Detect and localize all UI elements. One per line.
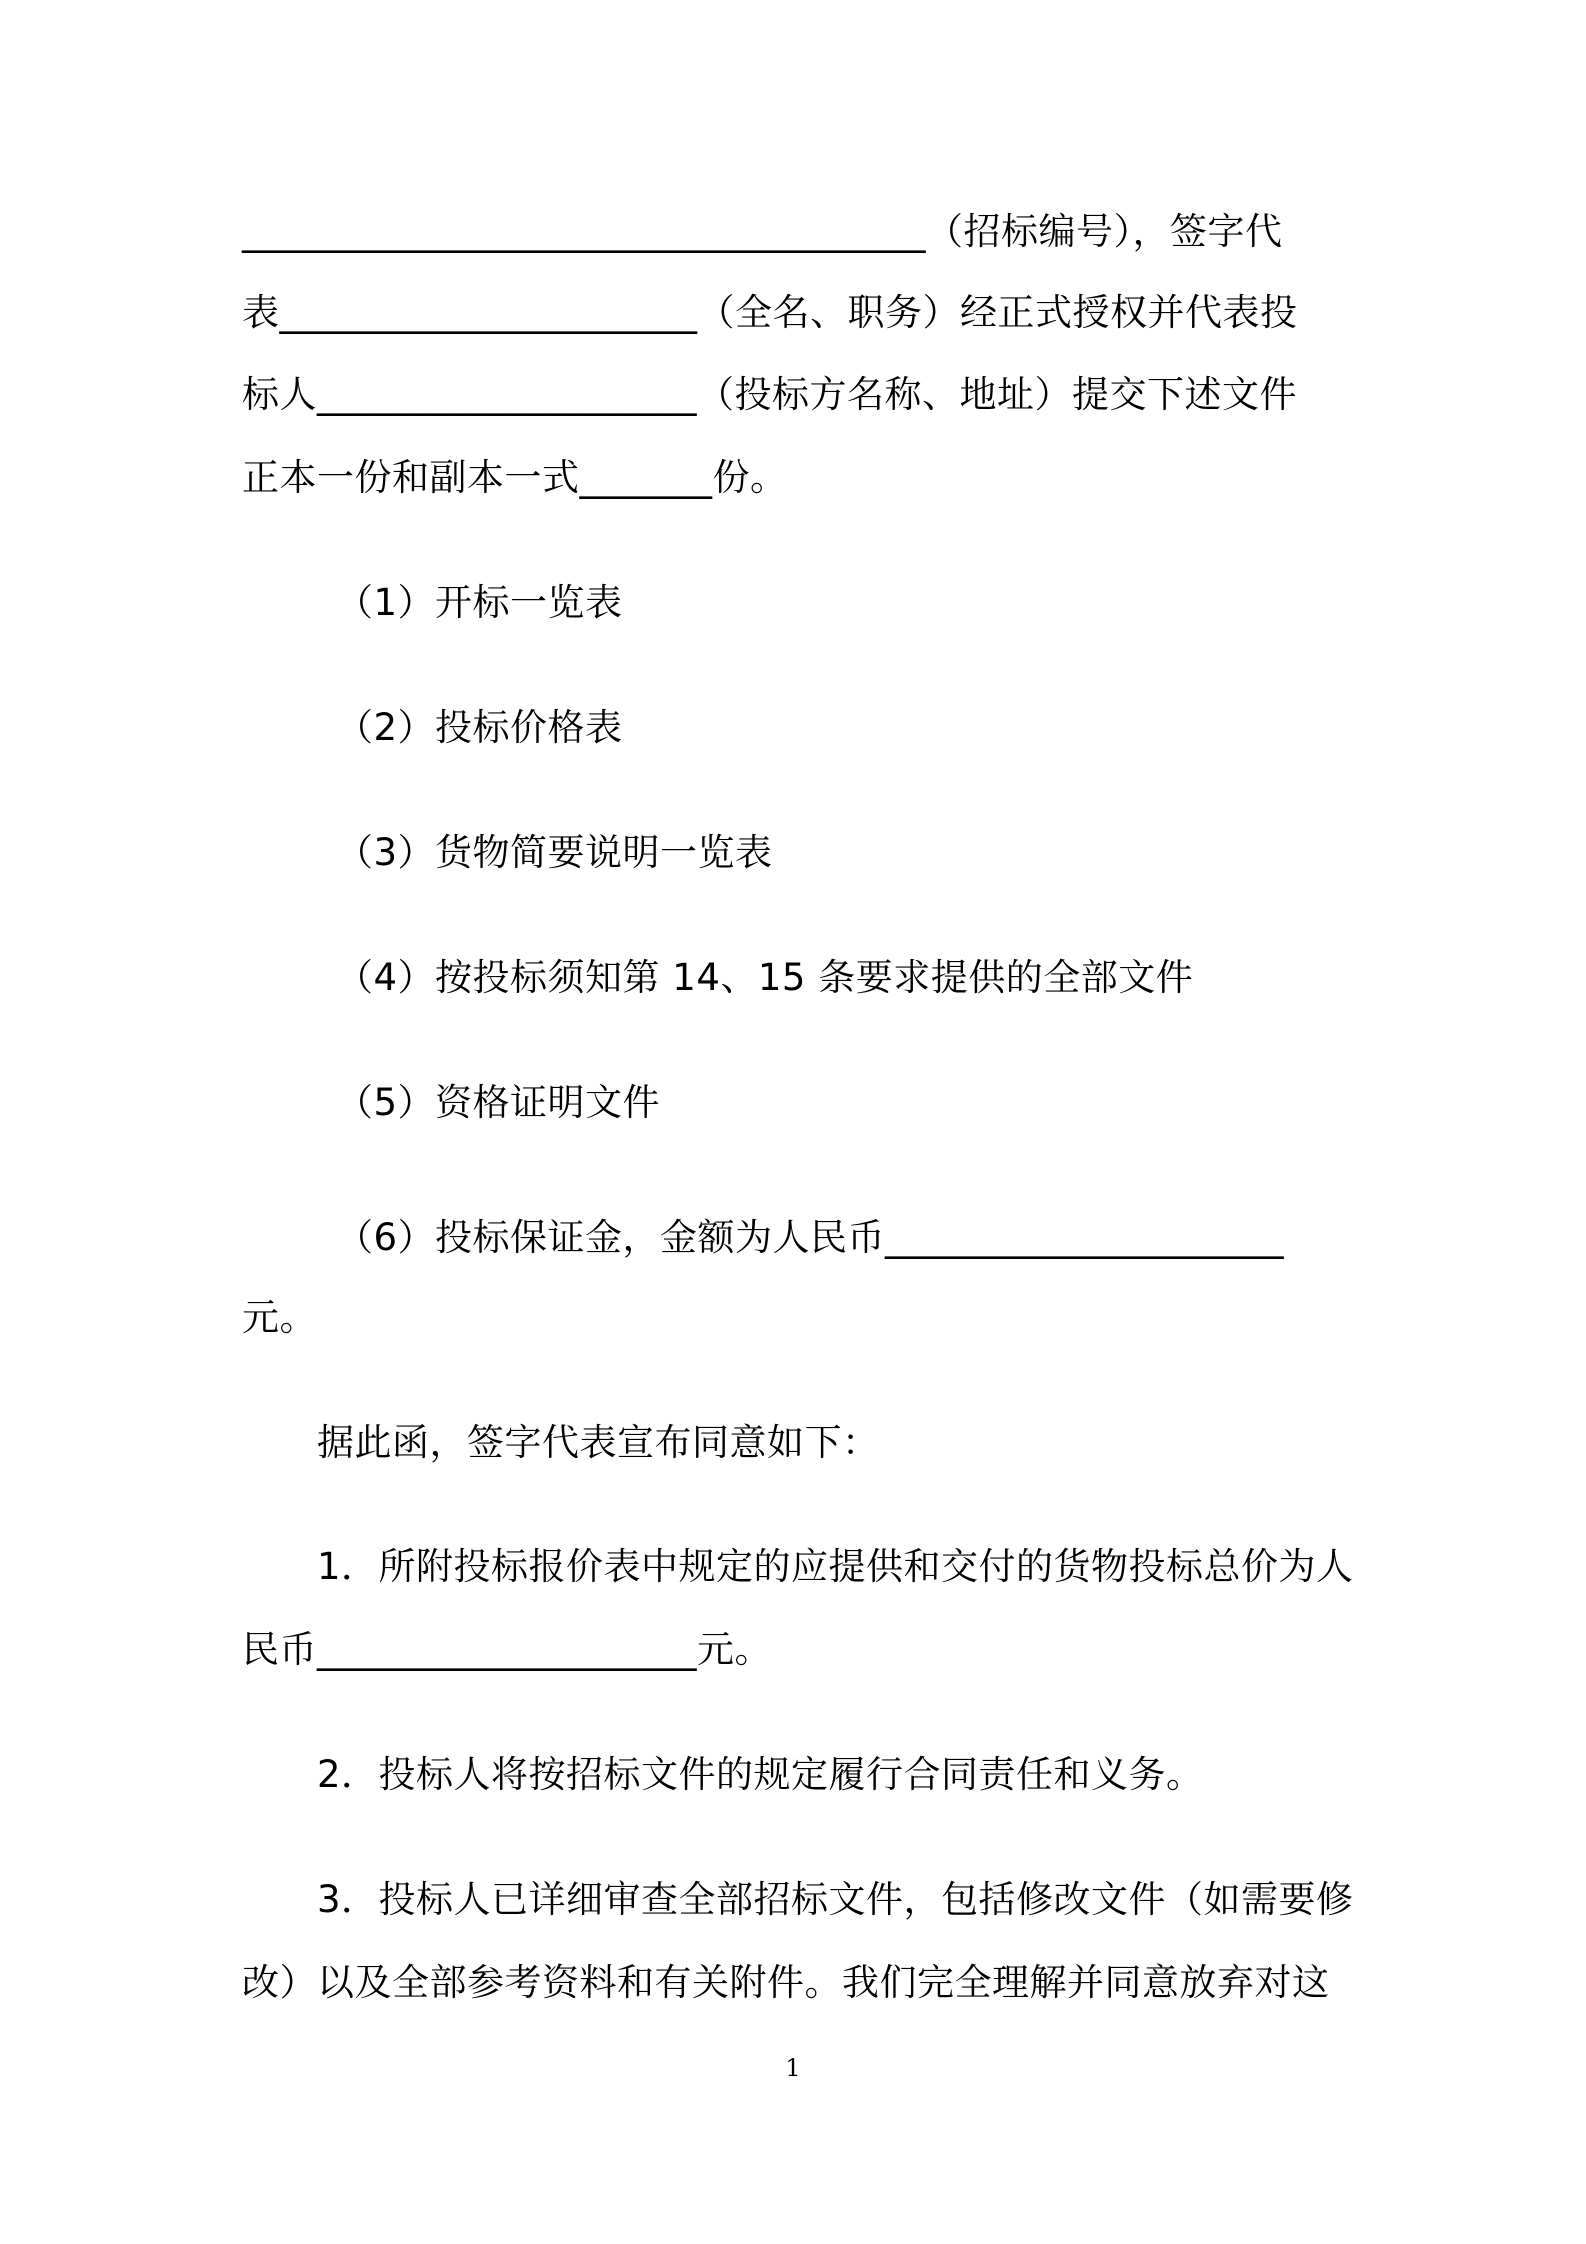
body-text-line: 标人____________________（投标方名称、地址）提交下述文件 <box>242 373 1297 416</box>
clause-3: 3．投标人已详细审查全部招标文件，包括修改文件（如需要修 <box>317 1878 1354 1921</box>
clause-2: 2．投标人将按招标文件的规定履行合同责任和义务。 <box>317 1753 1204 1796</box>
enclosure-item-6: （6）投标保证金，金额为人民币_____________________ <box>336 1216 1285 1259</box>
enclosure-item-1: （1）开标一览表 <box>336 581 623 624</box>
body-text-line: 表______________________（全名、职务）经正式授权并代表投 <box>242 291 1298 334</box>
body-text-line: 正本一份和副本一式_______份。 <box>242 456 788 499</box>
page-number: 1 <box>785 2054 801 2082</box>
body-text-line: 改）以及全部参考资料和有关附件。我们完全理解并同意放弃对这 <box>242 1961 1330 2004</box>
body-text-line: ____________________________________（招标编号），签字代 <box>242 210 1283 253</box>
declaration-intro: 据此函，签字代表宣布同意如下： <box>317 1421 880 1464</box>
clause-1: 1．所附投标报价表中规定的应提供和交付的货物投标总价为人 <box>317 1545 1354 1588</box>
enclosure-item-4: （4）按投标须知第 14、15 条要求提供的全部文件 <box>336 956 1194 999</box>
body-text-line: 民币____________________元。 <box>242 1628 772 1671</box>
enclosure-item-3: （3）货物简要说明一览表 <box>336 831 773 874</box>
enclosure-item-5: （5）资格证明文件 <box>336 1081 661 1124</box>
enclosure-item-2: （2）投标价格表 <box>336 706 623 749</box>
body-text-line: 元。 <box>242 1296 317 1339</box>
